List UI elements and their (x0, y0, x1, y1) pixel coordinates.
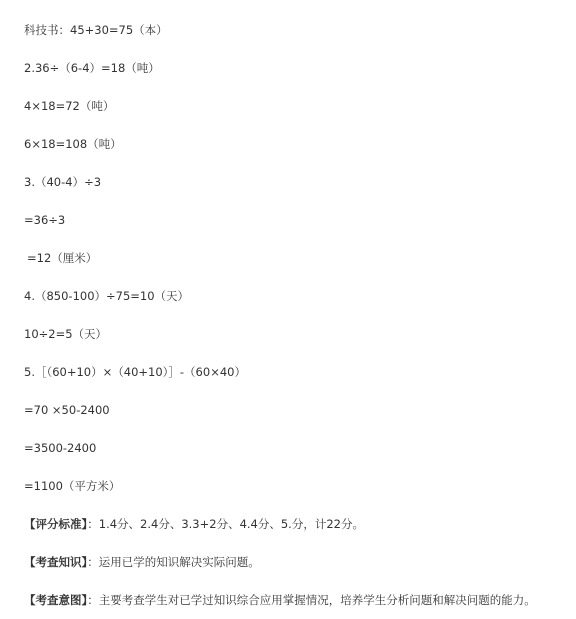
grading-standard (24, 516, 364, 532)
answer-line-6: =36÷3 (24, 213, 66, 227)
knowledge-tested (24, 554, 260, 570)
answer-line-11: =70 ×50-2400 (24, 403, 110, 417)
intent-label: 【考查意图】 (24, 593, 88, 607)
intent-text: ：主要考查学生对已学过知识综合应用掌握情况，培养学生分析问题和解决问题的能力。 (87, 593, 536, 607)
answer-line-5: 3.（40-4）÷3 (24, 175, 102, 189)
answer-line-2: 2.36÷（6-4）=18（吨） (24, 61, 160, 75)
answer-line-8: 4.（850-100）÷75=10（天） (24, 289, 190, 303)
knowledge-text: ：运用已学的知识解决实际问题。 (87, 555, 260, 569)
answer-line-7: =12（厘米） (27, 251, 98, 265)
answer-line-9: 10÷2=5（天） (24, 327, 108, 341)
answer-line-12: =3500-2400 (24, 441, 97, 455)
grading-text: ：1.4分、2.4分、3.3+2分、4.4分、5.分，计22分。 (87, 517, 364, 531)
test-intent (24, 592, 536, 608)
knowledge-label: 【考查知识】 (24, 555, 88, 569)
answer-line-3: 4×18=72（吨） (24, 99, 115, 113)
grading-label: 【评分标准】 (24, 517, 88, 531)
answer-line-13: =1100（平方米） (24, 479, 121, 493)
answer-line-4: 6×18=108（吨） (24, 137, 122, 151)
answer-line-10: 5.［（60+10）×（40+10）］-（60×40） (24, 365, 246, 379)
solution-document (24, 0, 576, 619)
answer-line-1: 科技书：45+30=75（本） (24, 23, 168, 37)
